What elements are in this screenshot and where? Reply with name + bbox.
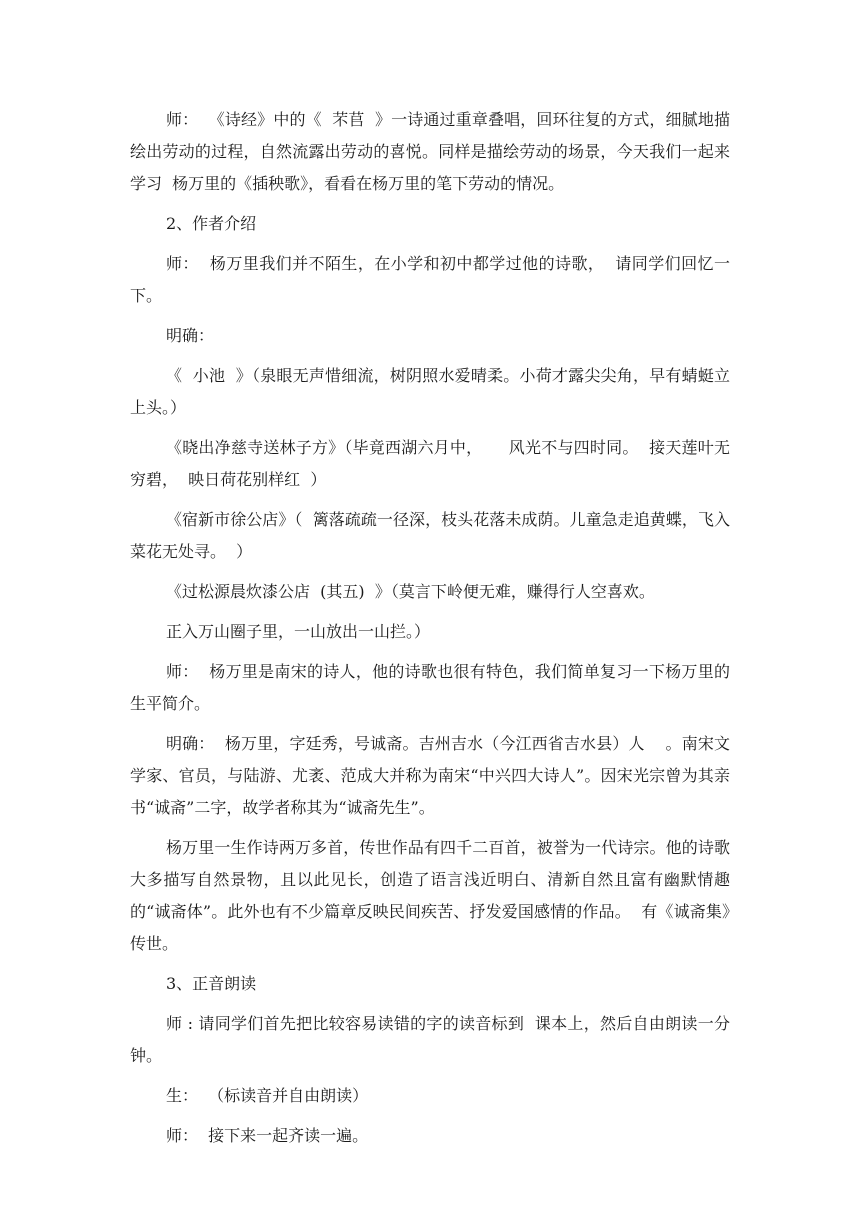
paragraph-teacher-recall: 师： 杨万里我们并不陌生，在小学和初中都学过他的诗歌， 请同学们回忆一下。 [130,254,730,305]
paragraph-poem-songyuan-cont: 正入万山圈子里，一山放出一山拦。） [166,622,431,641]
paragraph-poem-xiaochi: 《 小池 》（泉眼无声惜细流，树阴照水爱晴柔。小荷才露尖尖角，早有蜻蜓立上头。） [130,366,730,417]
document-body [130,104,730,1160]
section-heading-reading: 3、正音朗读 [166,974,257,993]
paragraph-teacher-instruction: 师 : 请同学们首先把比较容易读错的字的读音标到 课本上，然后自由朗读一分钟。 [130,1014,730,1065]
paragraph-teacher-review: 师： 杨万里是南宋的诗人，他的诗歌也很有特色，我们简单复习一下杨万里的生平简介。 [130,662,730,713]
paragraph-teacher-read-together: 师： 接下来一起齐读一遍。 [166,1126,369,1145]
paragraph-student-action: 生： （标读音并自由朗读） [166,1086,369,1105]
paragraph-teacher-intro: 师： 《诗经》中的《 芣苢 》一诗通过重章叠唱，回环往复的方式，细腻地描绘出劳动的过程，自然流露出劳动的喜悦。同样是描绘劳动的场景，今天我们一起来学习 杨万里的《插秧歌》，看看在杨万里的笔下劳动的情况。 [130,110,730,193]
paragraph-bio-works: 杨万里一生作诗两万多首，传世作品有四千二百首，被誉为一代诗宗。他的诗歌大多描写自然景物，且以此见长，创造了语言浅近明白、清新自然且富有幽默情趣的“诚斋体”。此外也有不少篇章反映民间疾苦、抒发爱国感情的作品。 有《诚斋集》传世。 [130,838,730,953]
paragraph-answer-bio: 明确： 杨万里，字廷秀，号诚斋。吉州吉水（今江西省吉水县）人 。南宋文学家、官员，与陆游、尤袤、范成大并称为南宋“中兴四大诗人”。因宋光宗曾为其亲书“诚斋”二字，故学者称其为“诚斋先生”。 [130,734,730,817]
paragraph-poem-xushigong: 《宿新市徐公店》（ 篱落疏疏一径深，枝头花落未成荫。儿童急走追黄蝶，飞入菜花无处寻。 ） [130,510,730,561]
paragraph-answer-label: 明确： [166,326,215,345]
paragraph-poem-songyuan: 《过松源晨炊漆公店 (其五) 》（莫言下岭便无难，赚得行人空喜欢。 [166,582,655,601]
paragraph-poem-jingcisi: 《晓出净慈寺送林子方》（毕竟西湖六月中， 风光不与四时同。 接天莲叶无穷碧， 映日荷花别样红 ） [130,438,730,489]
section-heading-author: 2、作者介绍 [166,214,257,233]
